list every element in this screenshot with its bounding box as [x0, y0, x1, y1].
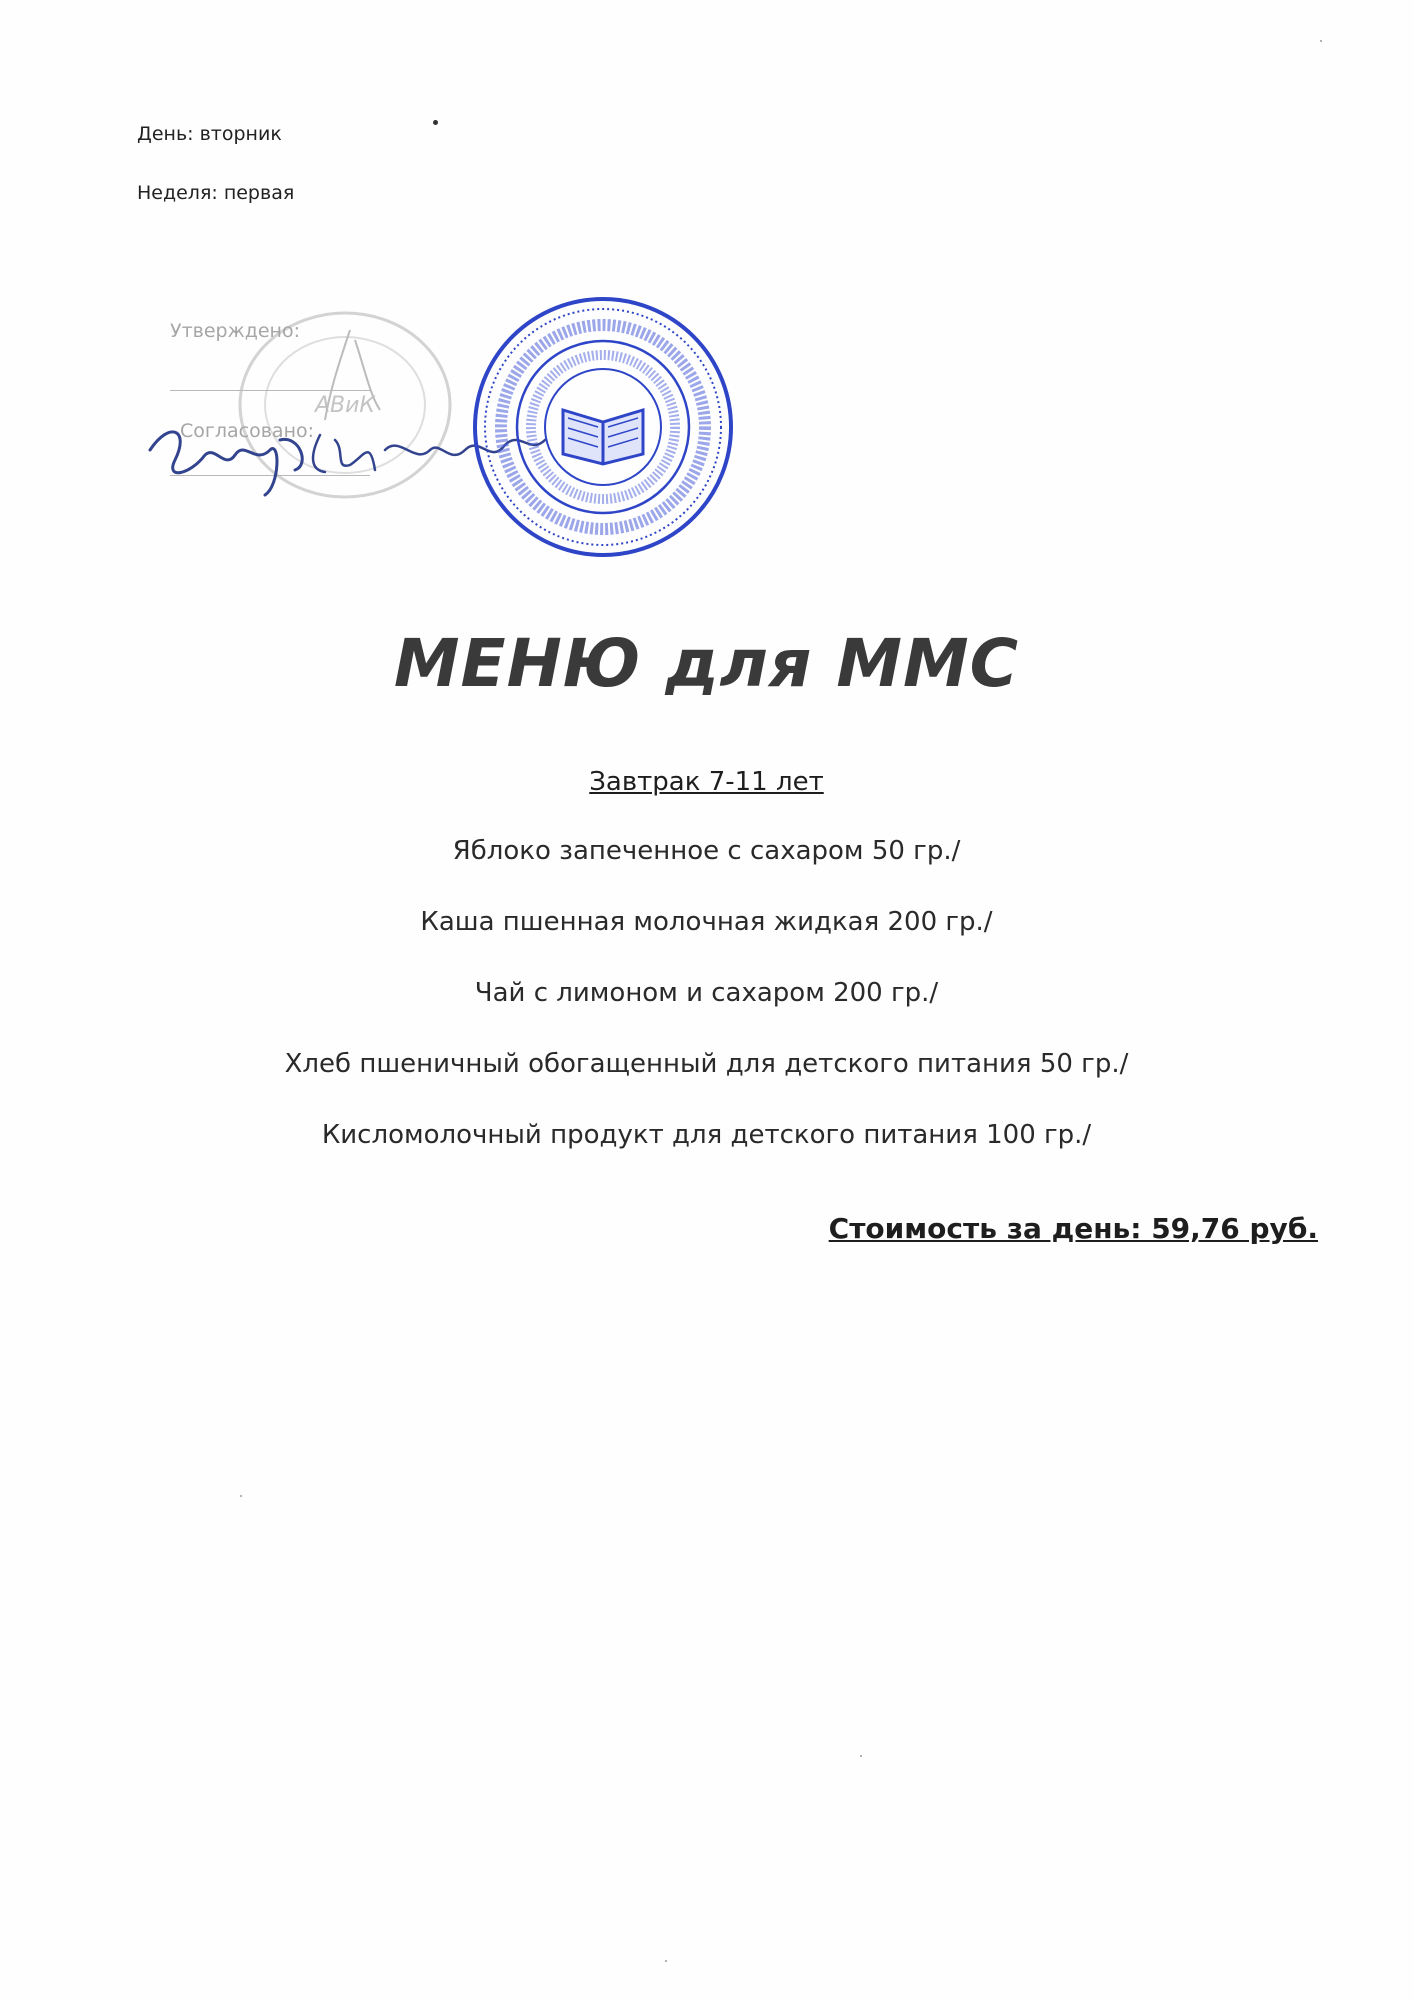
- approved-signature-line: [170, 390, 370, 391]
- week-label: Неделя: первая: [137, 182, 295, 204]
- meal-heading: Завтрак 7-11 лет: [589, 767, 824, 797]
- scan-speck: [860, 1755, 862, 1757]
- menu-items-list: [0, 833, 1413, 1188]
- approved-label: Утверждено:: [170, 320, 300, 342]
- official-seal-icon: [468, 292, 738, 562]
- menu-item: Чай с лимоном и сахаром 200 гр./: [474, 978, 939, 1008]
- day-label: День: вторник: [137, 123, 282, 145]
- scan-speck: [240, 1495, 242, 1497]
- menu-item: Каша пшенная молочная жидкая 200 гр./: [420, 907, 993, 937]
- agreed-label: Согласовано:: [180, 420, 315, 442]
- faint-stamp-text: АВиК: [314, 393, 376, 418]
- daily-cost: Стоимость за день: 59,76 руб.: [828, 1212, 1318, 1245]
- scan-speck: [1320, 40, 1322, 42]
- menu-item: Кисломолочный продукт для детского питания 100 гр./: [321, 1120, 1092, 1150]
- page-title: МЕНЮ для ММС: [393, 625, 1020, 702]
- scan-speck: [665, 1960, 667, 1962]
- menu-item: Яблоко запеченное с сахаром 50 гр./: [452, 836, 961, 866]
- menu-item: Хлеб пшеничный обогащенный для детского питания 50 гр./: [284, 1049, 1129, 1079]
- scan-dot: [433, 120, 438, 125]
